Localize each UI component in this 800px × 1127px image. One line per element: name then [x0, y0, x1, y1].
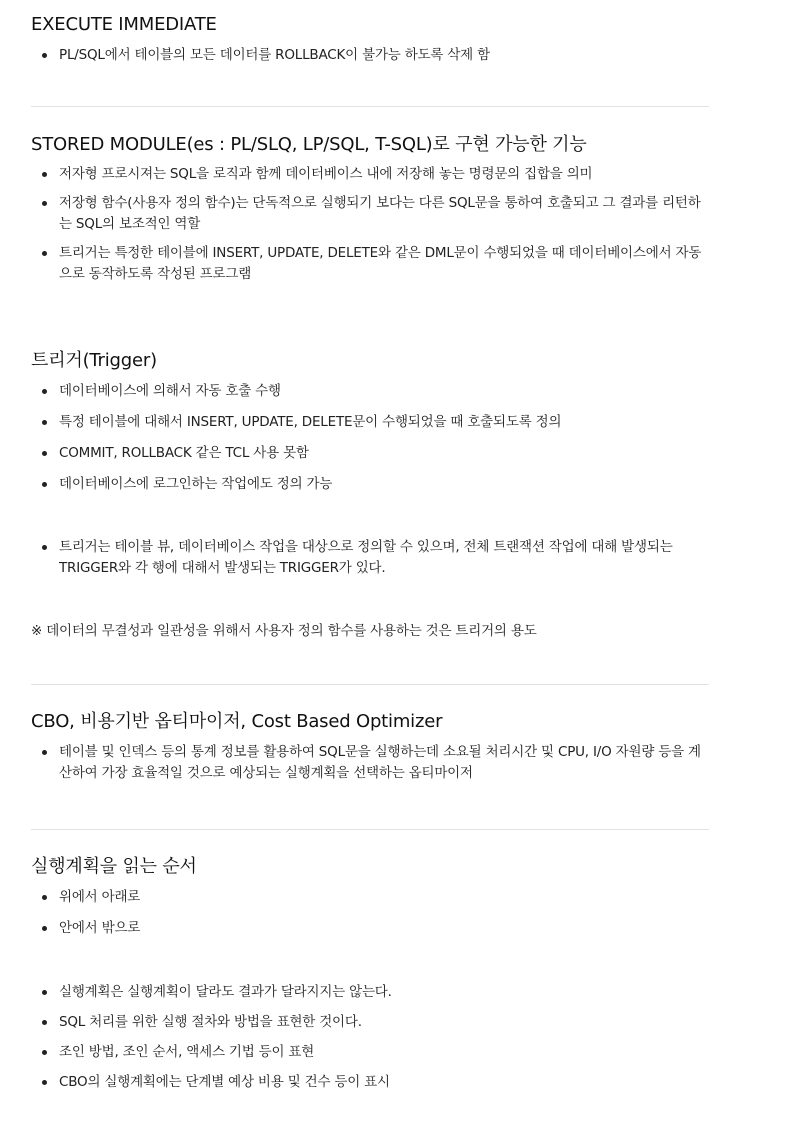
- list-item: 실행계획은 실행계획이 달라도 결과가 달라지지는 않는다.: [31, 982, 711, 1003]
- trigger-detail: [31, 537, 711, 579]
- section-execution-plan: [31, 855, 711, 939]
- section-heading: 트리거(Trigger): [31, 350, 157, 371]
- execution-plan-details: [31, 982, 711, 1093]
- divider: [31, 829, 709, 830]
- list-item: 위에서 아래로: [31, 887, 711, 908]
- bullet-list: [31, 982, 711, 1093]
- trigger-note: ※ 데이터의 무결성과 일관성을 위해서 사용자 정의 함수를 사용하는 것은 트리거의 용도: [31, 623, 537, 639]
- section-heading: CBO, 비용기반 옵티마이저, Cost Based Optimizer: [31, 711, 443, 732]
- section-heading: EXECUTE IMMEDIATE: [31, 14, 217, 35]
- list-item: 안에서 밖으로: [31, 918, 711, 939]
- list-item: COMMIT, ROLLBACK 같은 TCL 사용 못함: [31, 443, 711, 464]
- section-cbo: [31, 710, 711, 784]
- list-item: 데이터베이스에 로그인하는 작업에도 정의 가능: [31, 474, 711, 495]
- list-item: 조인 방법, 조인 순서, 액세스 기법 등이 표현: [31, 1042, 711, 1063]
- section-trigger: [31, 349, 711, 495]
- bullet-list: [31, 381, 711, 495]
- section-heading: STORED MODULE(es : PL/SLQ, LP/SQL, T-SQL)로 구현 가능한 기능: [31, 134, 587, 155]
- list-item: 트리거는 특정한 테이블에 INSERT, UPDATE, DELETE와 같은 DML문이 수행되었을 때 데이터베이스에서 자동으로 동작하도록 작성된 프로그램: [31, 243, 711, 285]
- list-item: 트리거는 테이블 뷰, 데이터베이스 작업을 대상으로 정의할 수 있으며, 전체 트랜잭션 작업에 대해 발생되는 TRIGGER와 각 행에 대해서 발생되는 TRIGGER가 있다.: [31, 537, 711, 579]
- bullet-list: [31, 887, 711, 939]
- list-item: 저자형 프로시져는 SQL을 로직과 함께 데이터베이스 내에 저장해 놓는 명령문의 집합을 의미: [31, 164, 711, 185]
- list-item: SQL 처리를 위한 실행 절차와 방법을 표현한 것이다.: [31, 1012, 711, 1033]
- section-execute-immediate: [31, 13, 711, 66]
- list-item: PL/SQL에서 테이블의 모든 데이터를 ROLLBACK이 불가능 하도록 삭제 함: [31, 45, 711, 66]
- section-heading: 실행계획을 읽는 순서: [31, 856, 197, 877]
- bullet-list: [31, 45, 711, 66]
- list-item: 특정 테이블에 대해서 INSERT, UPDATE, DELETE문이 수행되었을 때 호출되도록 정의: [31, 412, 711, 433]
- list-item: 데이터베이스에 의해서 자동 호출 수행: [31, 381, 711, 402]
- bullet-list: [31, 742, 711, 784]
- list-item: 저장형 함수(사용자 정의 함수)는 단독적으로 실행되기 보다는 다른 SQL문을 통하여 호출되고 그 결과를 리턴하는 SQL의 보조적인 역할: [31, 193, 711, 235]
- list-item: CBO의 실행계획에는 단계별 예상 비용 및 건수 등이 표시: [31, 1072, 711, 1093]
- divider: [31, 684, 709, 685]
- bullet-list: [31, 537, 711, 579]
- bullet-list: [31, 164, 711, 285]
- divider: [31, 106, 709, 107]
- section-stored-module: [31, 133, 711, 285]
- list-item: 테이블 및 인덱스 등의 통계 정보를 활용하여 SQL문을 실행하는데 소요될 처리시간 및 CPU, I/O 자원량 등을 계산하여 가장 효율적일 것으로 예상되는 실행계획을 선택하는 옵티마이저: [31, 742, 711, 784]
